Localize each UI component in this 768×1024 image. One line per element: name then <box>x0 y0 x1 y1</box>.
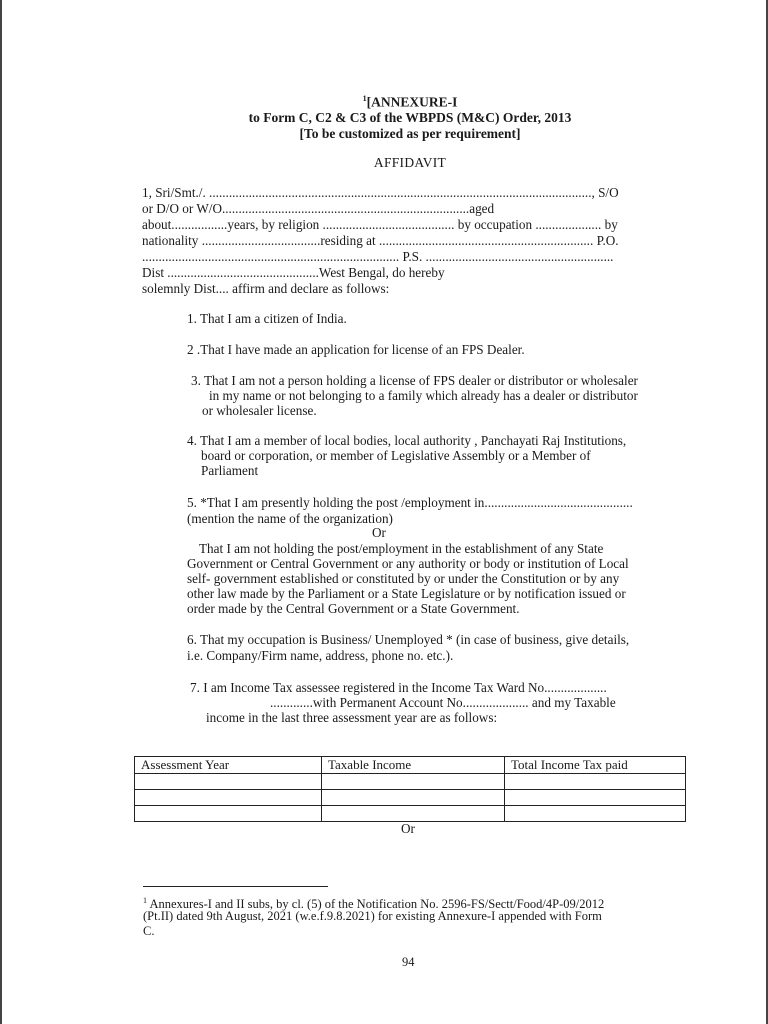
footnote-ref: 1 <box>362 94 367 103</box>
table-row <box>135 790 686 806</box>
page-number: 94 <box>402 955 415 969</box>
table-cell <box>135 774 322 790</box>
item-7-line-2: .............with Permanent Account No.................... and my Taxable <box>270 695 616 710</box>
footnote-rule <box>143 886 328 887</box>
annexure-title: [ANNEXURE-I <box>366 94 458 110</box>
footnote-text-1: Annexures-I and II subs, by cl. (5) of the Notification No. 2596-FS/Sectt/Food/4P-09/2012 <box>149 897 605 912</box>
table-row <box>135 806 686 822</box>
item-7-line-3: income in the last three assessment year are as follows: <box>206 710 498 725</box>
table-cell <box>505 790 686 806</box>
item-5b-line-3: self- government established or constituted by or under the Constitution or by any <box>187 571 620 586</box>
table-cell <box>322 774 505 790</box>
page-title: AFFIDAVIT <box>373 155 447 170</box>
intro-line-7: solemnly Dist.... affirm and declare as follows: <box>142 281 390 296</box>
item-5-line-2: (mention the name of the organization) <box>187 511 393 526</box>
item-3-line-3: or wholesaler license. <box>202 403 317 418</box>
item-4-line-1: 4. That I am a member of local bodies, local authority , Panchayati Raj Institutions, <box>187 433 627 448</box>
item-3-line-2: in my name or not belonging to a family which already has a dealer or distributor <box>209 388 638 403</box>
item-5b-line-2: Government or Central Government or any authority or body or institution of Local <box>187 556 629 571</box>
form-reference: to Form C, C2 & C3 of the WBPDS (M&C) Order, 2013 <box>248 110 572 125</box>
footnote-line-3: C. <box>143 924 155 938</box>
item-4-line-3: Parliament <box>201 463 259 478</box>
intro-line-4: nationality ....................................residing at ................................................................. P.O. <box>142 233 619 248</box>
annexure-heading <box>0 94 768 111</box>
item-6-line-1: 6. That my occupation is Business/ Unemployed * (in case of business, give details, <box>187 632 630 647</box>
footnote-marker: 1 <box>143 896 147 905</box>
item-5-line-1: 5. *That I am presently holding the post /employment in............................................. <box>187 495 633 510</box>
table-row <box>135 774 686 790</box>
intro-line-5: .............................................................................. P.S. ......................................................... <box>142 249 614 264</box>
page-border-left <box>0 0 2 1024</box>
table-cell <box>135 790 322 806</box>
item-2: 2 .That I have made an application for license of an FPS Dealer. <box>187 342 525 357</box>
table-header-row <box>135 757 686 774</box>
item-5b-line-5: order made by the Central Government or a State Government. <box>187 601 520 616</box>
col-taxable-income: Taxable Income <box>322 757 505 774</box>
table-cell <box>505 806 686 822</box>
item-4-line-2: board or corporation, or member of Legislative Assembly or a Member of <box>201 448 591 463</box>
intro-line-3: about.................years, by religion ........................................ by occupation .................... by <box>142 217 618 232</box>
table-cell <box>135 806 322 822</box>
intro-line-1: 1, Sri/Smt./. ...................................................................................................................., S/O <box>142 185 619 200</box>
item-6-line-2: i.e. Company/Firm name, address, phone no. etc.). <box>187 648 454 663</box>
table-cell <box>322 806 505 822</box>
item-5b-line-4: other law made by the Parliament or a State Legislature or by notification issued or <box>187 586 626 601</box>
after-table-or: Or <box>401 821 415 836</box>
item-5b-line-1: That I am not holding the post/employment in the establishment of any State <box>199 541 604 556</box>
or-separator: Or <box>372 525 386 540</box>
table-cell <box>322 790 505 806</box>
customize-note: [To be customized as per requirement] <box>299 126 521 141</box>
table-cell <box>505 774 686 790</box>
intro-line-6: Dist ..............................................West Bengal, do hereby <box>142 265 445 280</box>
item-1: 1. That I am a citizen of India. <box>187 311 347 326</box>
col-assessment-year: Assessment Year <box>135 757 322 774</box>
item-7-line-1: 7. I am Income Tax assessee registered in the Income Tax Ward No................... <box>190 680 607 695</box>
intro-line-2: or D/O or W/O...........................................................................aged <box>142 201 495 216</box>
footnote-line-2: (Pt.II) dated 9th August, 2021 (w.e.f.9.8.2021) for existing Annexure-I appended with Form <box>143 909 602 923</box>
item-3-line-1: 3. That I am not a person holding a license of FPS dealer or distributor or wholesaler <box>191 373 638 388</box>
assessment-table <box>134 756 686 822</box>
col-total-income-tax-paid: Total Income Tax paid <box>505 757 686 774</box>
